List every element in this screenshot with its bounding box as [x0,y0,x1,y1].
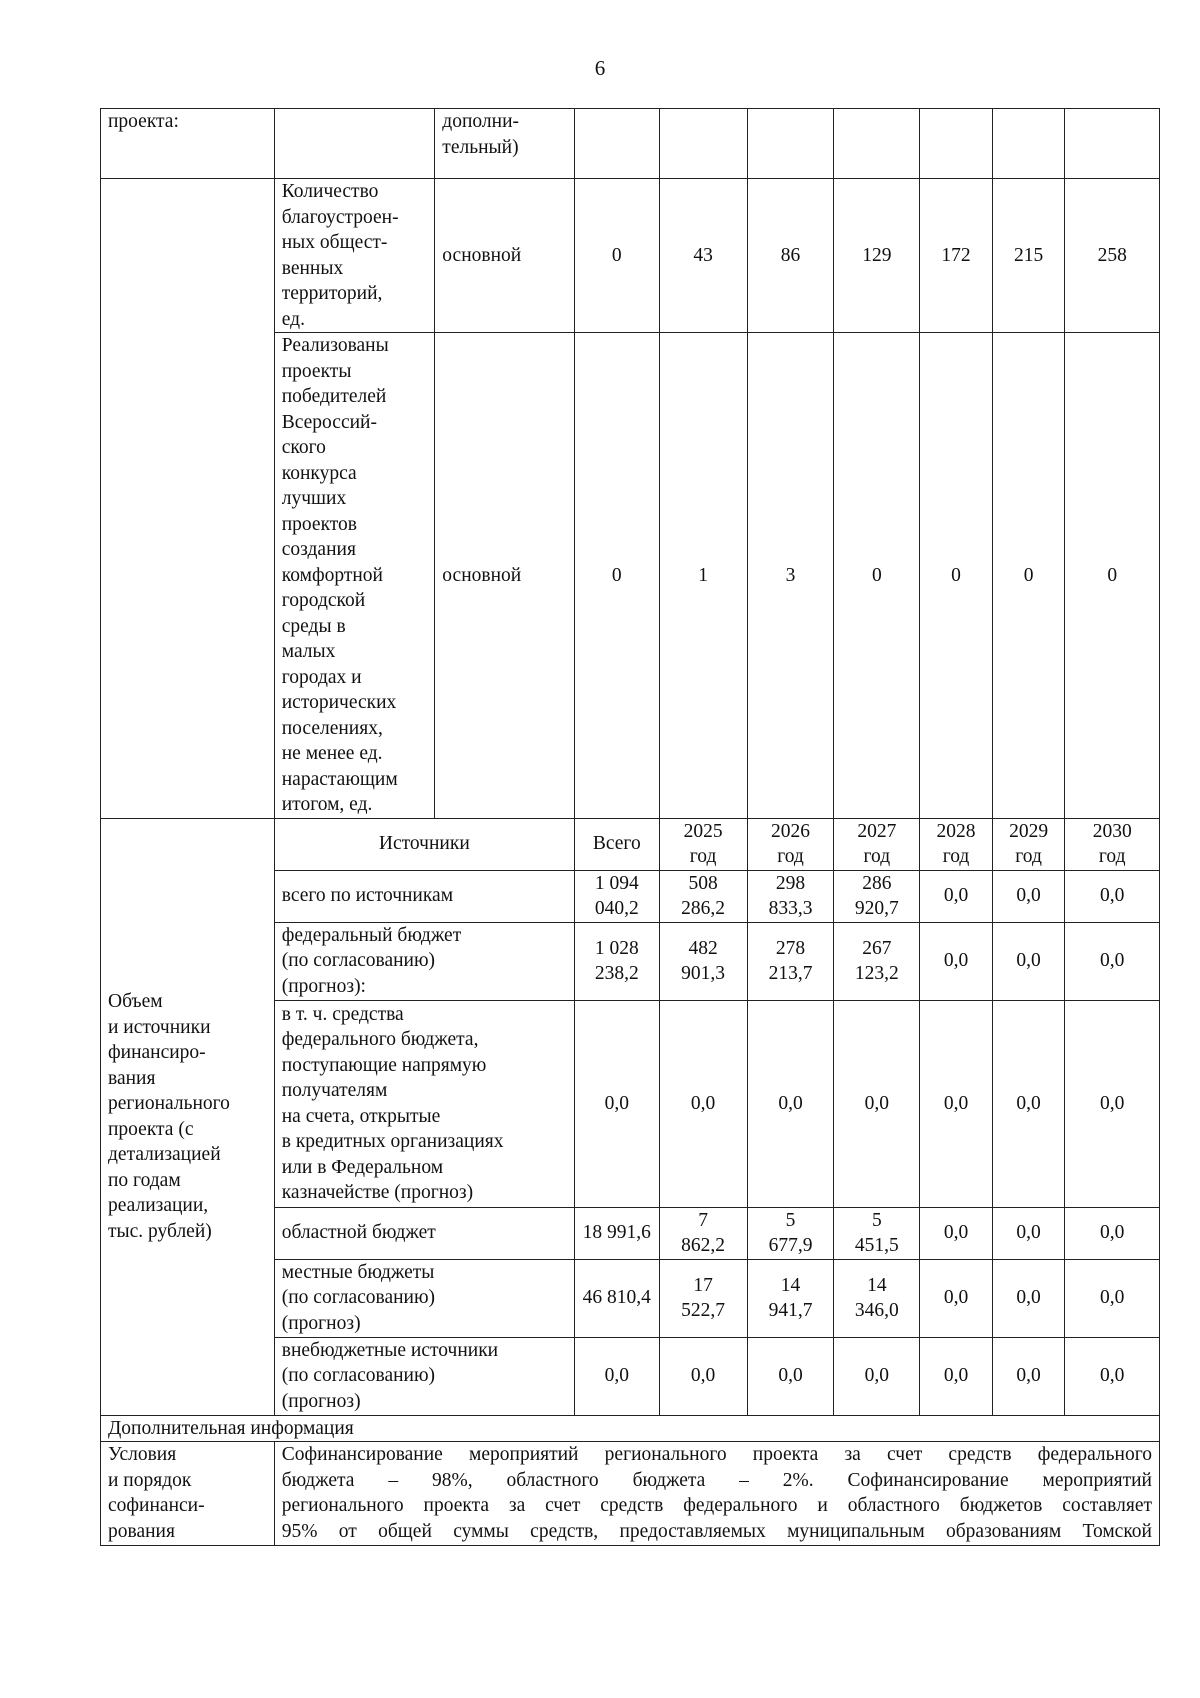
funding-value: 267 123,2 [834,922,920,1000]
empty-cell [834,109,920,179]
funding-value: 508 286,2 [659,870,747,922]
funding-value: 298 833,3 [747,870,834,922]
indicator-value: 129 [834,179,920,333]
indicator-value: 258 [1065,179,1160,333]
indicator-value: 172 [920,179,993,333]
funding-value: 7 862,2 [659,1207,747,1259]
column-header: 2026 год [747,818,834,870]
funding-source: всего по источникам [274,870,574,922]
funding-value: 1 094 040,2 [574,870,659,922]
funding-value: 0,0 [574,1337,659,1415]
funding-value: 0,0 [834,1000,920,1207]
funding-value: 0,0 [1065,922,1160,1000]
indicator-value: 0 [1065,333,1160,819]
funding-value: 0,0 [992,1000,1065,1207]
funding-value: 0,0 [992,870,1065,922]
cofinancing-text [274,1442,1159,1546]
table-row [101,109,1160,179]
funding-value: 5 451,5 [834,1207,920,1259]
table-row [101,1442,1160,1546]
column-header: 2027 год [834,818,920,870]
empty-cell [659,109,747,179]
column-header: Всего [574,818,659,870]
funding-value: 0,0 [992,1207,1065,1259]
funding-value: 46 810,4 [574,1259,659,1337]
indicator-type: основной [435,333,575,819]
column-header: 2028 год [920,818,993,870]
funding-value: 14 941,7 [747,1259,834,1337]
funding-value: 0,0 [1065,870,1160,922]
funding-value: 0,0 [920,1207,993,1259]
funding-value: 18 991,6 [574,1207,659,1259]
funding-value: 0,0 [659,1337,747,1415]
funding-value: 0,0 [920,922,993,1000]
column-header: 2025 год [659,818,747,870]
empty-cell [747,109,834,179]
funding-value: 0,0 [834,1337,920,1415]
passport-table [100,108,1160,1546]
funding-value: 0,0 [1065,1259,1160,1337]
funding-source: местные бюджеты (по согласованию) (прогноз) [274,1259,574,1337]
table-row [101,179,1160,333]
empty-cell [1065,109,1160,179]
text-line: бюджета – 98%, областного бюджета – 2%. Софинансирование мероприятий [281,1469,1152,1491]
text-line: 95% от общей суммы средств, предоставляемых муниципальным образованиям Томской [281,1520,1152,1542]
text-line: Софинансирование мероприятий регионального проекта за счет средств федерального [281,1444,1152,1465]
indicator-value: 43 [659,179,747,333]
indicator-value: 0 [920,333,993,819]
empty-cell [101,179,275,819]
funding-value: 17 522,7 [659,1259,747,1337]
text-line: регионального проекта за счет средств федерального и областного бюджетов составляет [281,1495,1152,1516]
funding-value: 0,0 [920,870,993,922]
indicator-value: 0 [834,333,920,819]
column-header: Источники [274,818,574,870]
indicator-value: 1 [659,333,747,819]
funding-value: 286 920,7 [834,870,920,922]
indicator-name: Реализованы проекты победителей Всероссий- ского конкурса лучших проектов создания комфортной городской среды в малых городах и исторических поселениях, не менее ед. нарастающим итогом, ед. [274,333,435,819]
indicator-value: 215 [992,179,1065,333]
funding-source: областной бюджет [274,1207,574,1259]
funding-value: 0,0 [992,1337,1065,1415]
column-header: 2030 год [1065,818,1160,870]
funding-value: 0,0 [1065,1337,1160,1415]
indicator-value: 86 [747,179,834,333]
section-heading: Дополнительная информация [101,1415,1160,1442]
funding-value: 0,0 [920,1259,993,1337]
funding-source: внебюджетные источники (по согласованию) (прогноз) [274,1337,574,1415]
empty-cell [920,109,993,179]
indicator-type: основной [435,179,575,333]
funding-value: 0,0 [920,1000,993,1207]
funding-value: 482 901,3 [659,922,747,1000]
indicator-value: 0 [574,333,659,819]
funding-source: в т. ч. средства федерального бюджета, поступающие напрямую получателям на счета, открытые в кредитных организациях или в Федеральном казначействе (прогноз) [274,1000,574,1207]
funding-value: 0,0 [747,1337,834,1415]
indicator-value: 0 [574,179,659,333]
funding-value: 278 213,7 [747,922,834,1000]
funding-value: 0,0 [659,1000,747,1207]
column-header: 2029 год [992,818,1065,870]
indicator-name: Количество благоустроен- ных общест- венных территорий, ед. [274,179,435,333]
funding-value: 1 028 238,2 [574,922,659,1000]
row-label-continuation: проекта: [101,109,275,179]
funding-value: 0,0 [1065,1000,1160,1207]
table-row [101,818,1160,870]
cofinancing-label: Условия и порядок софинанси- рования [101,1442,275,1546]
funding-value: 0,0 [574,1000,659,1207]
funding-value: 5 677,9 [747,1207,834,1259]
empty-cell [274,109,435,179]
page-number: 6 [594,56,606,80]
indicator-type: дополни- тельный) [435,109,575,179]
table-row [101,1415,1160,1442]
funding-label: Объем и источники финансиро- вания регионального проекта (с детализацией по годам реализации, тыс. рублей) [101,818,275,1415]
funding-value: 14 346,0 [834,1259,920,1337]
indicator-value: 3 [747,333,834,819]
empty-cell [574,109,659,179]
funding-value: 0,0 [992,922,1065,1000]
funding-source: федеральный бюджет (по согласованию) (прогноз): [274,922,574,1000]
funding-value: 0,0 [920,1337,993,1415]
funding-value: 0,0 [747,1000,834,1207]
indicator-value: 0 [992,333,1065,819]
funding-value: 0,0 [1065,1207,1160,1259]
funding-value: 0,0 [992,1259,1065,1337]
empty-cell [992,109,1065,179]
